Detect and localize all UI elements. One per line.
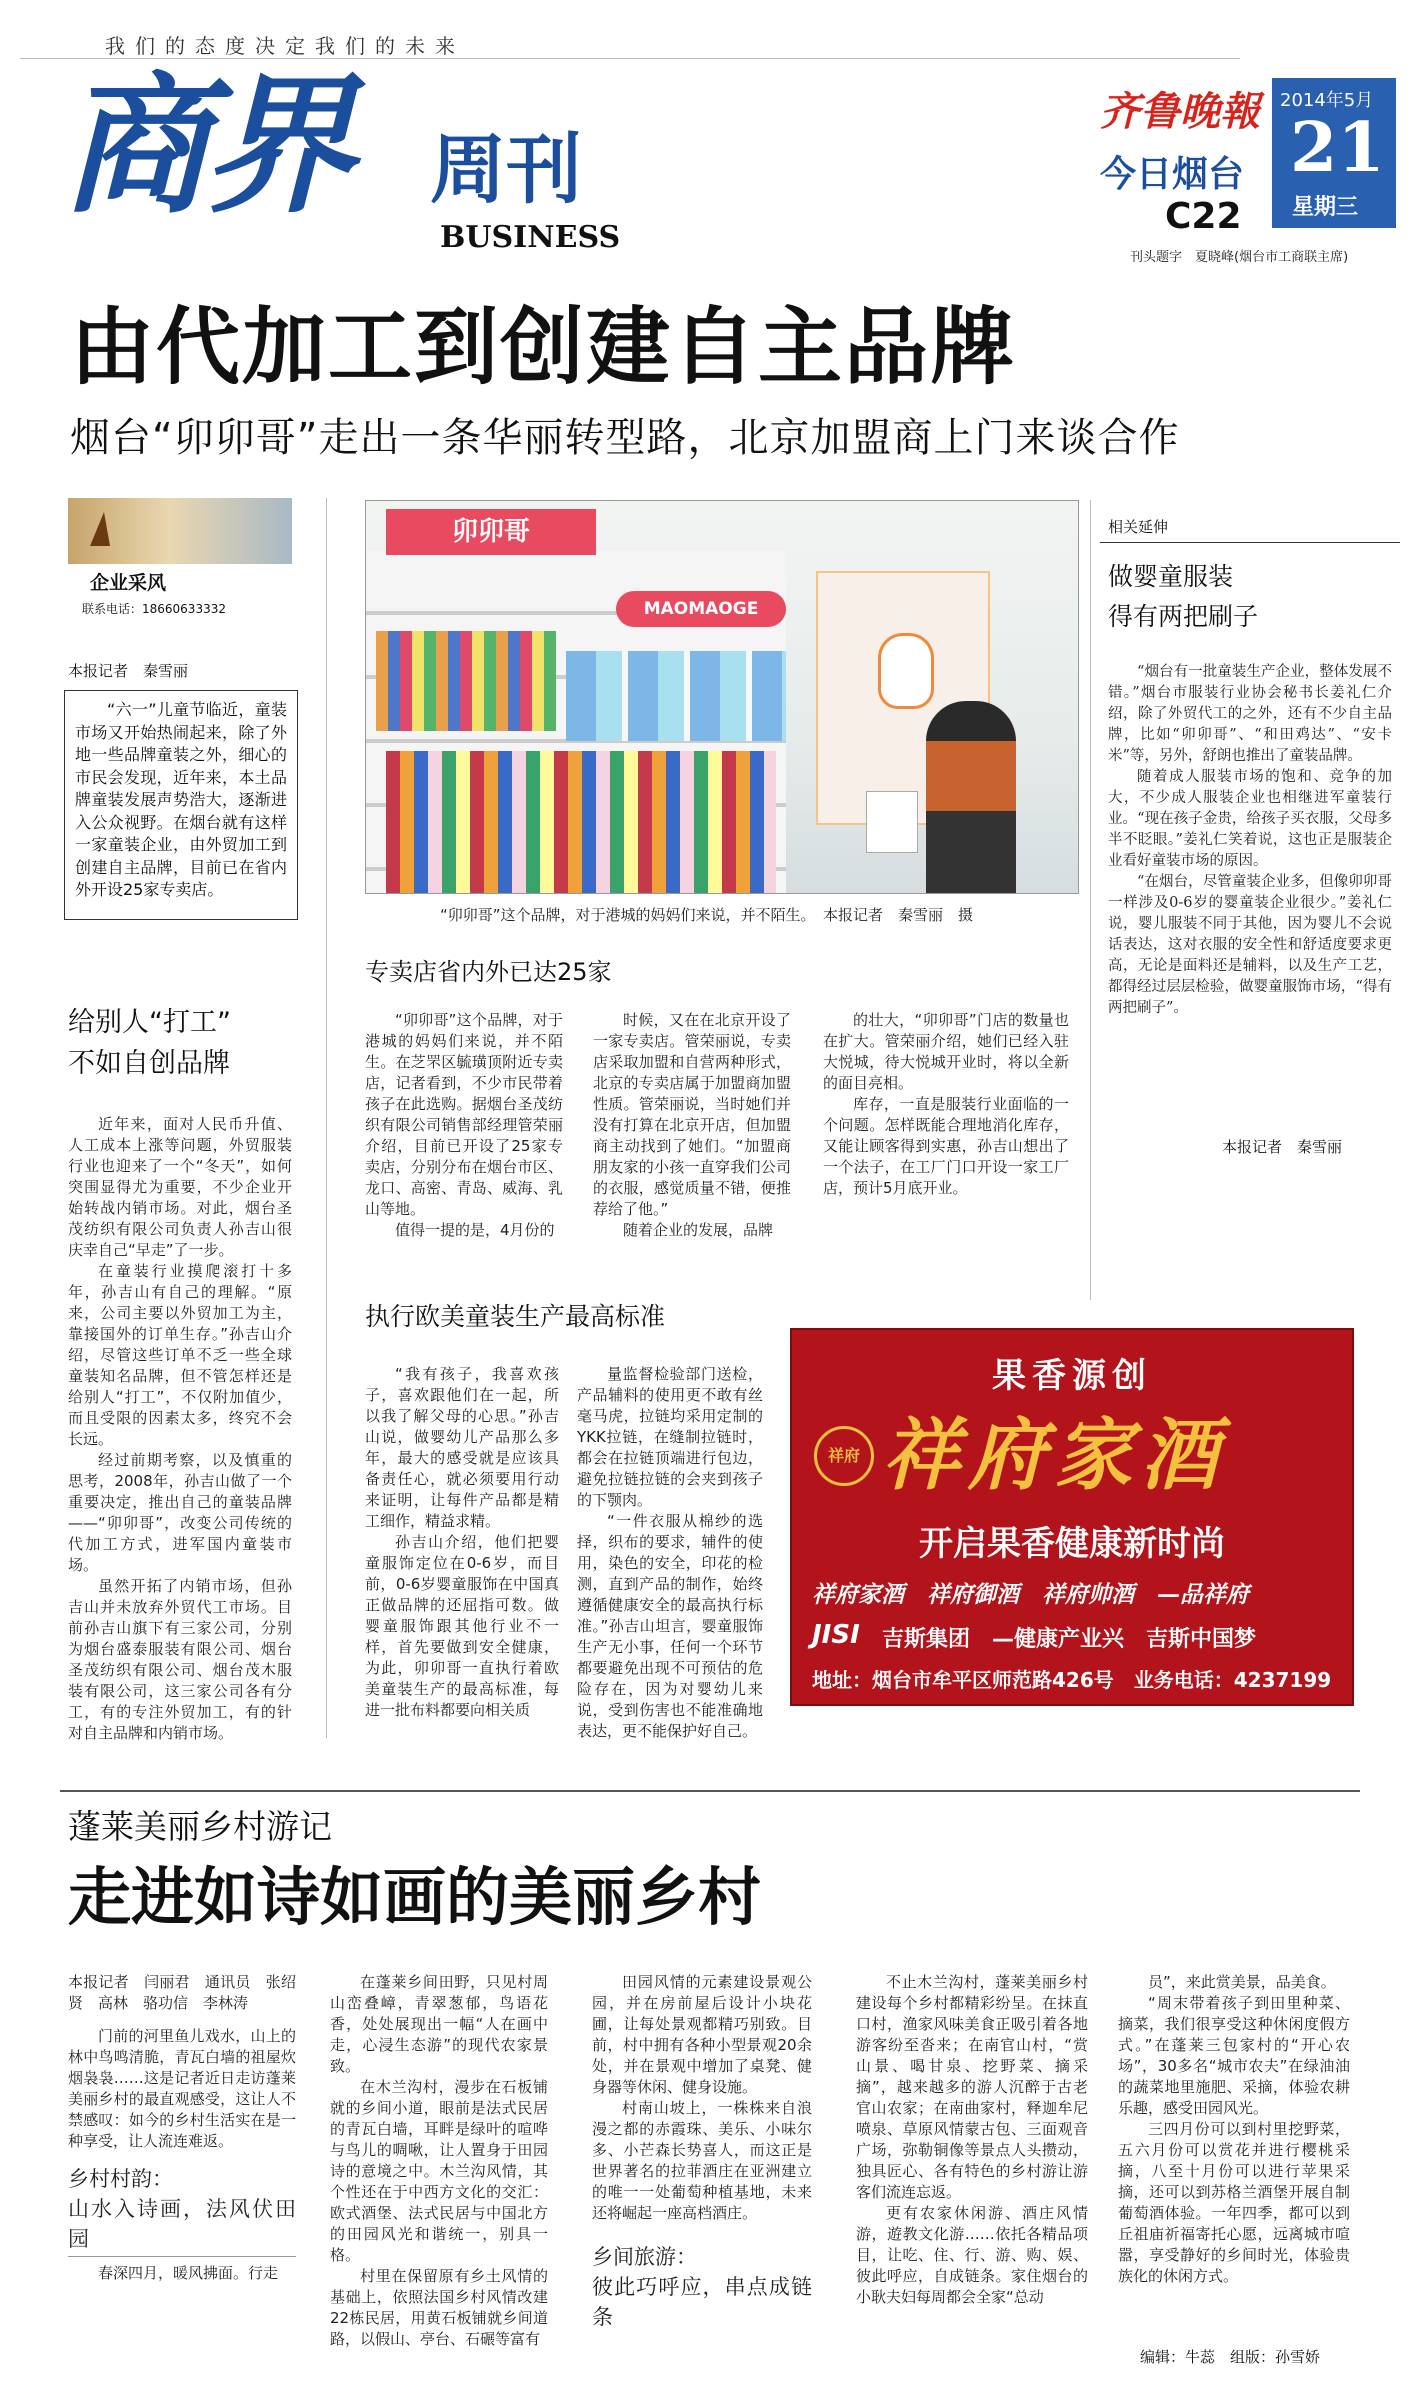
byline-reporter: 本报记者 秦雪丽 — [68, 662, 189, 680]
left-section-title-2: 不如自创品牌 — [68, 1048, 230, 1079]
standard-c2-para-2: “一件衣服从棉纱的选择，织布的要求，辅件的使用，染色的安全，印花的检测，直到产品的制作，始终遵循健康安全的最高执行标准。”孙吉山坦言，婴童服饰生产无小事，任何一个环节都要避免出现不可预估的危险存在，因为对婴幼儿来说，受到伤害也不能准确地表达，更不能保护好自己。 — [577, 1512, 763, 1740]
story2-c5-para-1: 员”，来此赏美景，品美食。 — [1148, 1973, 1336, 1991]
left-para-2: 在童装行业摸爬滚打十多年，孙吉山有自己的理解。“原来，公司主要以外贸加工为主，靠接国外的订单生存。”孙吉山介绍，尽管这些订单不乏一些全球童装知名品牌，但不管怎样还是给别人“打工”，不仅附加值少，而且受限的因素太多，终究不会长远。 — [68, 1262, 292, 1448]
left-section-title-1: 给别人“打工” — [68, 1007, 231, 1038]
story-divider — [60, 1790, 1360, 1792]
story2-col-5 — [1118, 1972, 1350, 2287]
story2-sub2: 乡间旅游： — [592, 2245, 697, 2269]
story2-c2-para-2: 在木兰沟村，漫步在石板铺就的乡间小道，眼前是法式民居的青瓦白墙，耳畔是绿叶的喧哗与鸟儿的啁啾，让人置身于田园诗的意境之中。木兰沟风情，其个性还在于中西方文化的交汇：欧式酒堡、法式民居与中国北方的田园风光和谐统一，别具一格。 — [330, 2078, 548, 2264]
ad-seal: 祥府 — [814, 1426, 874, 1486]
photo-boxes — [566, 651, 786, 741]
story2-c3-para-1: 田园风情的元素建设景观公园，并在房前屋后设计小块花圃，让每处景观都精巧别致。目前，村中拥有各种小型景观20余处，并在景观中增加了桌凳、健身器等休闲、健身设施。 — [592, 1973, 812, 2096]
edition: 今日烟台 — [1100, 154, 1245, 195]
masthead-english: BUSINESS — [440, 220, 621, 255]
story2-sub2b: 彼此巧呼应，串点成链条 — [592, 2275, 812, 2329]
photo-clothes-row2 — [386, 751, 776, 893]
related-tag: 相关延伸 — [1108, 518, 1169, 536]
date-year-month: 2014年5月 — [1280, 90, 1374, 111]
ad-group-slogan: —健康产业兴 吉斯中国梦 — [992, 1627, 1257, 1652]
story2-col-3 — [592, 1972, 812, 2332]
store-c2-para-2: 随着企业的发展，品牌 — [623, 1221, 774, 1239]
date-box — [1272, 78, 1396, 228]
related-text — [1108, 662, 1392, 1019]
main-headline: 由代加工到创建自主品牌 — [70, 298, 1017, 396]
store-sign-cn: 卯卯哥 — [386, 509, 596, 555]
masthead-title: 商界 — [60, 60, 349, 234]
standard-col-2 — [577, 1364, 763, 1742]
story2-col-2 — [330, 1972, 548, 2350]
liquor-ad[interactable] — [790, 1328, 1354, 1706]
ad-group-mark: JISI — [812, 1620, 860, 1650]
story2-c1-tail: 春深四月，暖风拂面。行走 — [98, 2264, 279, 2282]
photo-clothes-row1 — [376, 631, 556, 731]
slogan: 我们的态度决定我们的未来 — [105, 34, 465, 58]
story2-byline: 本报记者 闫丽君 通讯员 张绍贤 高林 骆功信 李林涛 — [68, 1973, 296, 2012]
lead-box — [64, 690, 298, 920]
date-day: 21 — [1290, 108, 1385, 188]
story2-sub1: 乡村村韵： — [68, 2167, 173, 2191]
column-separator — [326, 498, 327, 1738]
store-section-title: 专卖店省内外已达25家 — [365, 958, 612, 986]
story2-col-1 — [68, 1972, 296, 2284]
story2-col-4 — [856, 1972, 1088, 2308]
related-title-1: 做婴童服装 — [1108, 562, 1234, 591]
related-para-3: “在烟台，尽管童装企业多，但像卯卯哥一样涉及0-6岁的婴童装企业很少。”姜礼仁说，婴儿服装不同于其他，因为婴儿不会说话表达，这对衣服的安全性和舒适度要求更高，无论是面料还是辅料，以及生产工艺，都得经过层层检验，做婴童服饰市场，“得有两把刷子”。 — [1108, 874, 1392, 1016]
story2-sub1b: 山水入诗画，法风伏田园 — [68, 2194, 296, 2257]
title-credit: 刊头题字 夏晓峰(烟台市工商联主席) — [1130, 250, 1349, 265]
column-box — [68, 498, 292, 620]
sub-headline: 烟台“卯卯哥”走出一条华丽转型路，北京加盟商上门来谈合作 — [70, 415, 1180, 461]
lead-text: “六一”儿童节临近，童装市场又开始热闹起来，除了外地一些品牌童装之外，细心的市民会发现，近年来，本土品牌童装发展声势浩大，逐渐进入公众视野。在烟台就有这样一家童装企业，由外贸加工到创建自主品牌，目前已在省内外开设25家专卖店。 — [75, 700, 287, 899]
story2-c5-para-2: “周末带着孩子到田里种菜、摘菜，我们很享受这种休闲度假方式。”在蓬莱三包家村的“开心农场”，30多名“城市农夫”在绿油油的蔬菜地里施肥、采摘，体验农耕乐趣，感受田园风光。 — [1118, 1994, 1350, 2117]
store-col-3 — [823, 1010, 1069, 1199]
story2-c5-para-3: 三四月份可以到村里挖野菜，五六月份可以赏花并进行樱桃采摘，八至十月份可以进行苹果采摘，还可以到苏格兰酒堡开展自制葡萄酒体验。一年四季，都可以到丘祖庙祈福寄托心愿，远离城市喧嚣，享受静好的乡间时光，体验贵族化的休闲方式。 — [1118, 2120, 1350, 2285]
left-para-1: 近年来，面对人民币升值、人工成本上涨等问题，外贸服装行业也迎来了一个“冬天”，如何突围显得尤为重要，不少企业开始转战内销市场。对此，烟台圣茂纺织有限公司负责人孙吉山很庆幸自己“早走”了一步。 — [68, 1115, 292, 1259]
ad-address: 地址：烟台市牟平区师范路426号 业务电话：4237199 — [812, 1668, 1332, 1692]
date-weekday: 星期三 — [1292, 195, 1359, 220]
store-c2-para-1: 时候，又在在北京开设了一家专卖店。管荣丽说，专卖店采取加盟和自营两种形式，北京的专卖店属于加盟商加盟性质。管荣丽说，当时她们并没有打算在北京开店，但加盟商主动找到了她们。“加盟商朋友家的小孩一直穿我们公司的衣服，感觉质量不错，便推荐给了他。” — [593, 1011, 791, 1218]
left-para-4: 虽然开拓了内销市场，但孙吉山并未放弃外贸代工市场。目前孙吉山旗下有三家公司，分别为烟台盛泰服装有限公司、烟台圣茂纺织有限公司、烟台茂木服装有限公司，这三家公司各有分工，有的专注外贸加工，有的针对自主品牌和内销市场。 — [68, 1577, 292, 1742]
column-box-phone: 联系电话：18660633332 — [82, 602, 226, 616]
slogan-rule — [20, 58, 1240, 59]
store-c3-para-1: 的壮大，“卯卯哥”门店的数量也在扩大。管荣丽介绍，她们已经入驻大悦城，待大悦城开业时，将以全新的面目亮相。 — [823, 1011, 1069, 1092]
story2-c2-para-1: 在蓬莱乡间田野，只见村周山峦叠嶂，青翠葱郁，鸟语花香，处处展现出一幅“人在画中走，心浸生态游”的现代农家景致。 — [330, 1973, 548, 2075]
story2-c3-para-2: 村南山坡上，一株株来自浪漫之都的赤霞珠、美乐、小味尔多、小芒森长势喜人，而这正是世界著名的拉菲酒庄在亚洲建立的唯一一处葡萄种植基地，未来还将崛起一座高档酒庄。 — [592, 2099, 812, 2222]
standard-c2-para-1: 量监督检验部门送检，产品辅料的使用更不敢有丝毫马虎，拉链均采用定制的YKK拉链，在缝制拉链时，都会在拉链顶端进行包边，避免拉链拉链的会夹到孩子的下颚肉。 — [577, 1365, 763, 1509]
story2-c2-para-3: 村里在保留原有乡土风情的基础上，依照法国乡村风情改建22栋民居，用黄石板铺就乡间道路，以假山、亭台、石碾等富有 — [330, 2267, 548, 2348]
paper-name: 齐鲁晚報 — [1100, 88, 1260, 135]
column-box-name: 企业采风 — [90, 572, 167, 594]
standard-col-1 — [365, 1364, 559, 1721]
related-rule — [1100, 542, 1400, 543]
standard-section-title: 执行欧美童装生产最高标准 — [365, 1302, 666, 1331]
story2-lead: 门前的河里鱼儿戏水，山上的林中鸟鸣清脆，青瓦白墙的祖屋炊烟袅袅……这是记者近日走访蓬莱美丽乡村的最直观感受，这让人不禁感叹：如今的乡村生活实在是一种享受，让人流连难返。 — [68, 2027, 296, 2150]
store-c1-para-2: 值得一提的是，4月份的 — [395, 1221, 555, 1239]
ad-line1: 果香源创 — [992, 1356, 1152, 1396]
left-section-text — [68, 1114, 292, 1744]
ad-brand: 祥府家酒 — [882, 1410, 1227, 1501]
photo-floor-bag — [866, 791, 918, 853]
rabbit-icon — [878, 633, 934, 709]
masthead-weekly: 周刊 — [430, 125, 582, 214]
story2-kicker: 蓬莱美丽乡村游记 — [68, 1807, 332, 1846]
page-number: C22 — [1165, 196, 1242, 237]
related-byline: 本报记者 秦雪丽 — [1222, 1138, 1343, 1156]
column-box-image — [68, 498, 292, 564]
left-para-3: 经过前期考察，以及慎重的思考，2008年，孙吉山做了一个重要决定，推出自己的童装品牌——“卯卯哥”，改变公司传统的代加工方式，进军国内童装市场。 — [68, 1451, 292, 1574]
store-c1-para-1: “卯卯哥”这个品牌，对于港城的妈妈们来说，并不陌生。在芝罘区毓璜顶附近专卖店，记者看到，不少市民带着孩子在此选购。据烟台圣茂纺织有限公司销售部经理管荣丽介绍，目前已开设了25家专卖店，分别分布在烟台市区、龙口、高密、青岛、威海、乳山等地。 — [365, 1011, 563, 1218]
story2-c4-para-2: 更有农家休闲游、酒庄风情游，遊教文化游……依托各精品项目，让吃、住、行、游、购、娱、彼此呼应，自成链条。家住烟台的小耿夫妇每周都会全家“总动 — [856, 2204, 1088, 2306]
story2-c4-para-1: 不止木兰沟村，蓬莱美丽乡村建设每个乡村都精彩纷呈。在抹直口村，渔家风味美食正吸引着各地游客纷至沓来；在南官山村，“赏山景、喝甘泉、挖野菜、摘采摘”，越来越多的游人沉醉于古老官山农家；在南曲家村，释迦牟尼喷泉、草原风情蒙古包、三面观音广场，弥勒铜像等景点人头攒动，独具匠心、各有特色的乡村游让游客们流连忘返。 — [856, 1973, 1088, 2201]
ad-group: 吉斯集团 — [882, 1627, 971, 1652]
related-para-1: “烟台有一批童装生产企业，整体发展不错。”烟台市服装行业协会秘书长姜礼仁介绍，除了外贸代工的之外，还有不少自主品牌，比如“卯卯哥”、“和田鸡达”、“安卡米”等，另外，舒朗也推出了童装品牌。 — [1108, 664, 1392, 764]
sailboat-icon — [90, 512, 110, 546]
editors-credit: 编辑：牛蕊 组版：孙雪娇 — [1140, 2348, 1321, 2366]
ad-products: 祥府家酒 祥府御酒 祥府帅酒 —品祥府 — [812, 1581, 1249, 1608]
store-c3-para-2: 库存，一直是服装行业面临的一个问题。怎样既能合理地消化库存，又能让顾客得到实惠，孙吉山想出了一个法子，在工厂门口开设一家工厂店，预计5月底开业。 — [823, 1095, 1069, 1197]
related-title-2: 得有两把刷子 — [1108, 602, 1259, 631]
store-col-1 — [365, 1010, 563, 1241]
photo-caption: “卯卯哥”这个品牌，对于港城的妈妈们来说，并不陌生。 本报记者 秦雪丽 摄 — [440, 906, 974, 924]
store-photo — [365, 500, 1079, 894]
standard-c1-para-2: 孙吉山介绍，他们把婴童服饰定位在0-6岁，而目前，0-6岁婴童服饰在中国真正做品牌的还屈指可数。做婴童服饰跟其他行业不一样，首先要做到安全健康，为此，卯卯哥一直执行着欧美童装生产的最高标准，每进一批布料都要向相关质 — [365, 1533, 559, 1719]
masthead — [0, 0, 1417, 270]
shopkeeper-figure — [926, 701, 1016, 893]
related-para-2: 随着成人服装市场的饱和、竞争的加大，不少成人服装企业也相继进军童装行业。“现在孩子金贵，给孩子买衣服，父母多半不眨眼。”姜礼仁笑着说，这也正是服装企业看好童装市场的原因。 — [1108, 769, 1392, 869]
column-separator — [1090, 500, 1091, 1300]
store-sign-en: MAOMAOGE — [616, 591, 786, 627]
ad-slogan: 开启果香健康新时尚 — [919, 1524, 1225, 1564]
standard-c1-para-1: “我有孩子，我喜欢孩子，喜欢跟他们在一起，所以我了解父母的心思。”孙吉山说，做婴幼儿产品那么多年，最大的感受就是应该具备责任心，就必须要用行动来证明，让每件产品都是精工细作，精益求精。 — [365, 1365, 559, 1530]
store-col-2 — [593, 1010, 791, 1241]
story2-headline: 走进如诗如画的美丽乡村 — [68, 1861, 761, 1934]
